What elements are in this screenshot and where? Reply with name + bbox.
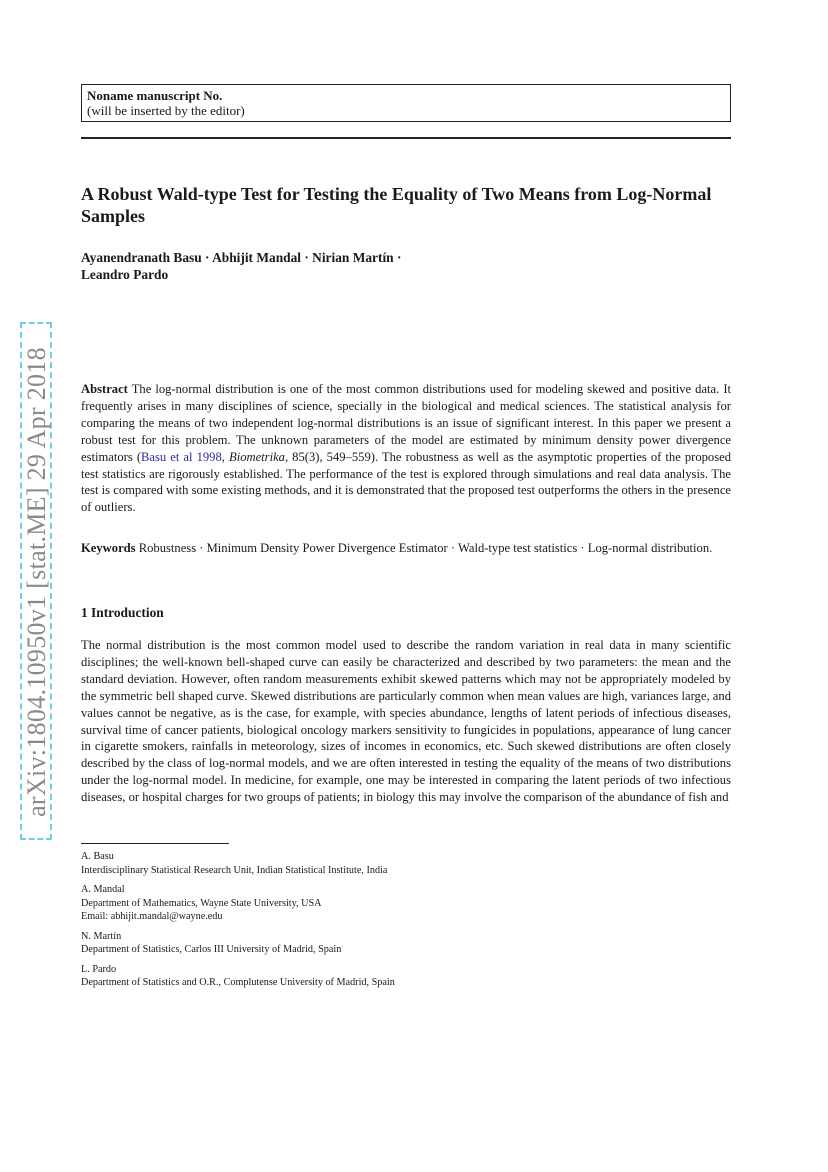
authors-line-1: Ayanendranath Basu · Abhijit Mandal · Nirian Martín ·	[81, 250, 402, 265]
abstract	[81, 381, 731, 516]
abstract-separator: ,	[221, 449, 229, 464]
footnote-rule	[81, 843, 229, 844]
affiliation-mandal	[81, 883, 731, 924]
manuscript-header-box	[81, 84, 731, 122]
authors-line-2: Leandro Pardo	[81, 267, 169, 282]
manuscript-number: Noname manuscript No.	[87, 88, 223, 103]
affiliation-line: Department of Statistics, Carlos III University of Madrid, Spain	[81, 944, 342, 955]
header-rule	[81, 137, 731, 139]
keywords	[81, 540, 731, 557]
affiliation-name: N. Martín	[81, 930, 122, 942]
arxiv-identifier[interactable]: arXiv:1804.10950v1 [stat.ME] 29 Apr 2018	[22, 347, 51, 817]
affiliation-pardo	[81, 963, 731, 990]
affiliation-line: Interdisciplinary Statistical Research Unit, Indian Statistical Institute, India	[81, 864, 388, 876]
abstract-text-part-1: The log-normal distribution is one of the most common distributions used for modeling skewed and positive data. It frequently arises in many disciplines of science, specially in the biological and medical sciences. The statistical analysis for comparing the means of two independent log-normal distributions is an issue of significant interest. In this paper we present a robust test for this problem. The unknown parameters of the model are estimated by minimum density power divergence estimators (	[81, 382, 732, 464]
abstract-text-part-2: , 85(3), 549–559). The robustness as well as the asymptotic properties of the proposed test statistics are rigorously established. The performance of the test is explored through simulations and real data analysis. The test is compared with some existing methods, and it is demonstrated that the proposed test outperforms the others in the presence of outliers.	[81, 449, 732, 515]
affiliation-name: A. Mandal	[81, 884, 125, 895]
affiliation-name: A. Basu	[81, 851, 114, 862]
section-heading-introduction: 1 Introduction	[81, 605, 164, 620]
affiliation-email[interactable]: Email: abhijit.mandal@wayne.edu	[81, 911, 223, 922]
author-list	[81, 249, 731, 283]
affiliations	[81, 850, 731, 996]
introduction-paragraph: The normal distribution is the most common model used to describe the random variation in real data in many scientific disciplines; the well-known bell-shaped curve can easily be characterized and described by two parameters: the mean and the standard deviation. However, often random measurements exhibit skewed patterns which may not be appropriately modeled by the symmetric bell shaped curve. Skewed distributions are particularly common when mean values are high, variances large, and values cannot be negative, as is the case, for example, with species abundance, lengths of latent periods of infectious diseases, survival time of cancer patients, biological oncology markers sensitivity to fungicides in populations, appearance of lung cancer in cigarette smokers, rainfalls in meteorology, sizes of incomes in economics, etc. Such skewed distributions are often closely described by the class of log-normal models, and we are often interested in testing the equality of the means of two distributions under the log-normal model. In medicine, for example, one may be interested in comparing the latent periods of two infectious diseases, or hospital charges for two groups of patients; in biology this may involve the comparison of the abundance of fish and	[81, 638, 731, 805]
affiliation-martin	[81, 930, 731, 957]
editor-note: (will be inserted by the editor)	[87, 103, 245, 118]
journal-name: Biometrika	[229, 449, 285, 464]
affiliation-basu	[81, 850, 731, 877]
keywords-label: Keywords	[81, 541, 136, 555]
arxiv-stamp[interactable]	[20, 322, 54, 842]
paper-title: A Robust Wald-type Test for Testing the Equality of Two Means from Log-Normal Samples	[81, 184, 712, 226]
citation-link[interactable]: Basu et al 1998	[141, 449, 222, 464]
affiliation-name: L. Pardo	[81, 963, 117, 975]
affiliation-line: Department of Mathematics, Wayne State University, USA	[81, 897, 322, 909]
abstract-label: Abstract	[81, 382, 128, 396]
keywords-text: Robustness · Minimum Density Power Divergence Estimator · Wald-type test statistics · Log-normal distribution.	[138, 541, 713, 555]
affiliation-line: Department of Statistics and O.R., Complutense University of Madrid, Spain	[81, 977, 395, 988]
